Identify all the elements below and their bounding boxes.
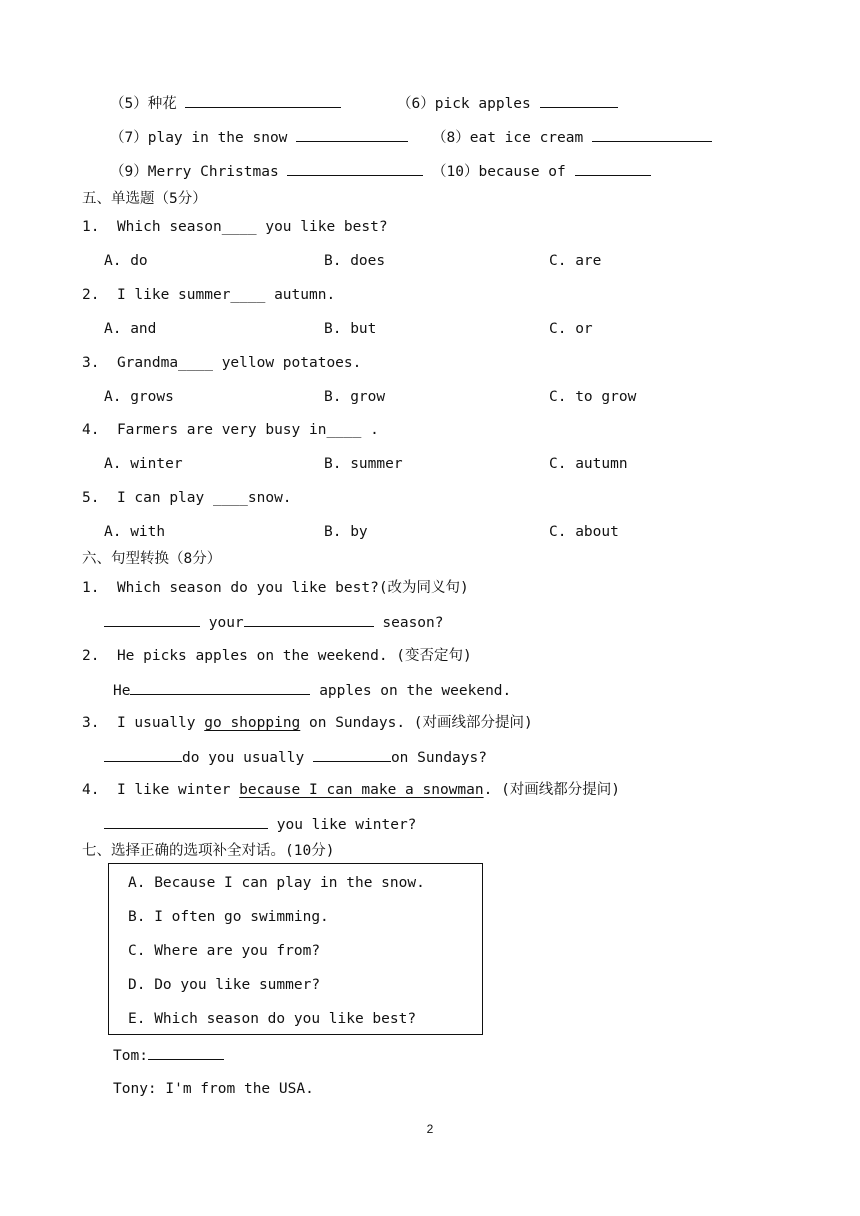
- option-b[interactable]: B. by: [324, 524, 368, 540]
- option-c[interactable]: C. are: [549, 253, 602, 269]
- transform-answer-2: He apples on the weekend.: [113, 680, 511, 701]
- underlined-phrase: because I can make a snowman: [239, 782, 484, 798]
- option-b[interactable]: B. does: [324, 253, 386, 269]
- vocab-item-6: （6）pick apples: [397, 93, 618, 114]
- option-c[interactable]: C. to grow: [549, 389, 637, 405]
- option-c[interactable]: C. or: [549, 321, 593, 337]
- answer-blank[interactable]: [104, 612, 200, 627]
- underlined-phrase: go shopping: [204, 715, 301, 731]
- answer-blank[interactable]: [540, 93, 618, 108]
- section-heading-6: 六、句型转换（8分）: [82, 551, 222, 567]
- answer-blank[interactable]: [148, 1045, 224, 1060]
- option-c[interactable]: C. autumn: [549, 456, 628, 472]
- answer-blank[interactable]: [185, 93, 341, 108]
- answer-blank[interactable]: [287, 161, 423, 176]
- answer-blank[interactable]: [592, 127, 712, 142]
- transform-question-1: 1. Which season do you like best?(改为同义句): [82, 580, 469, 596]
- dialog-option-d[interactable]: D. Do you like summer?: [128, 977, 321, 993]
- dialog-line-tom: Tom:: [113, 1045, 224, 1066]
- vocab-item-8: （8）eat ice cream: [432, 127, 712, 148]
- option-a[interactable]: A. grows: [104, 389, 174, 405]
- vocab-item-5: （5）种花: [110, 93, 341, 114]
- transform-answer-3: do you usually on Sundays?: [104, 747, 487, 768]
- option-b[interactable]: B. grow: [324, 389, 386, 405]
- option-b[interactable]: B. but: [324, 321, 377, 337]
- section-heading-5: 五、单选题（5分）: [82, 191, 207, 207]
- question-4: 4. Farmers are very busy in____ .: [82, 422, 379, 438]
- option-b[interactable]: B. summer: [324, 456, 403, 472]
- dialog-option-c[interactable]: C. Where are you from?: [128, 943, 321, 959]
- answer-blank[interactable]: [296, 127, 408, 142]
- section-heading-7: 七、选择正确的选项补全对话。(10分): [82, 843, 335, 859]
- transform-answer-1: your season?: [104, 612, 444, 633]
- answer-blank[interactable]: [575, 161, 651, 176]
- transform-question-2: 2. He picks apples on the weekend. (变否定句): [82, 648, 472, 664]
- page-number: 2: [426, 1122, 434, 1136]
- option-c[interactable]: C. about: [549, 524, 619, 540]
- option-a[interactable]: A. with: [104, 524, 166, 540]
- vocab-item-10: （10）because of: [432, 161, 651, 182]
- vocab-item-7: （7）play in the snow: [110, 127, 408, 148]
- answer-blank[interactable]: [104, 747, 182, 762]
- dialog-line-tony: Tony: I'm from the USA.: [113, 1081, 314, 1097]
- option-a[interactable]: A. do: [104, 253, 148, 269]
- transform-question-4: 4. I like winter because I can make a snowman. (对画线都分提问): [82, 782, 621, 798]
- question-3: 3. Grandma____ yellow potatoes.: [82, 355, 362, 371]
- answer-blank[interactable]: [130, 680, 310, 695]
- answer-blank[interactable]: [313, 747, 391, 762]
- question-2: 2. I like summer____ autumn.: [82, 287, 336, 303]
- dialog-option-e[interactable]: E. Which season do you like best?: [128, 1011, 417, 1027]
- answer-blank[interactable]: [104, 814, 268, 829]
- dialog-option-a[interactable]: A. Because I can play in the snow.: [128, 875, 425, 891]
- vocab-item-9: （9）Merry Christmas: [110, 161, 423, 182]
- answer-blank[interactable]: [244, 612, 374, 627]
- option-a[interactable]: A. and: [104, 321, 157, 337]
- transform-answer-4: you like winter?: [104, 814, 416, 835]
- transform-question-3: 3. I usually go shopping on Sundays. (对画线部分提问): [82, 715, 533, 731]
- question-5: 5. I can play ____snow.: [82, 490, 292, 506]
- option-a[interactable]: A. winter: [104, 456, 183, 472]
- question-1: 1. Which season____ you like best?: [82, 219, 388, 235]
- dialog-option-b[interactable]: B. I often go swimming.: [128, 909, 329, 925]
